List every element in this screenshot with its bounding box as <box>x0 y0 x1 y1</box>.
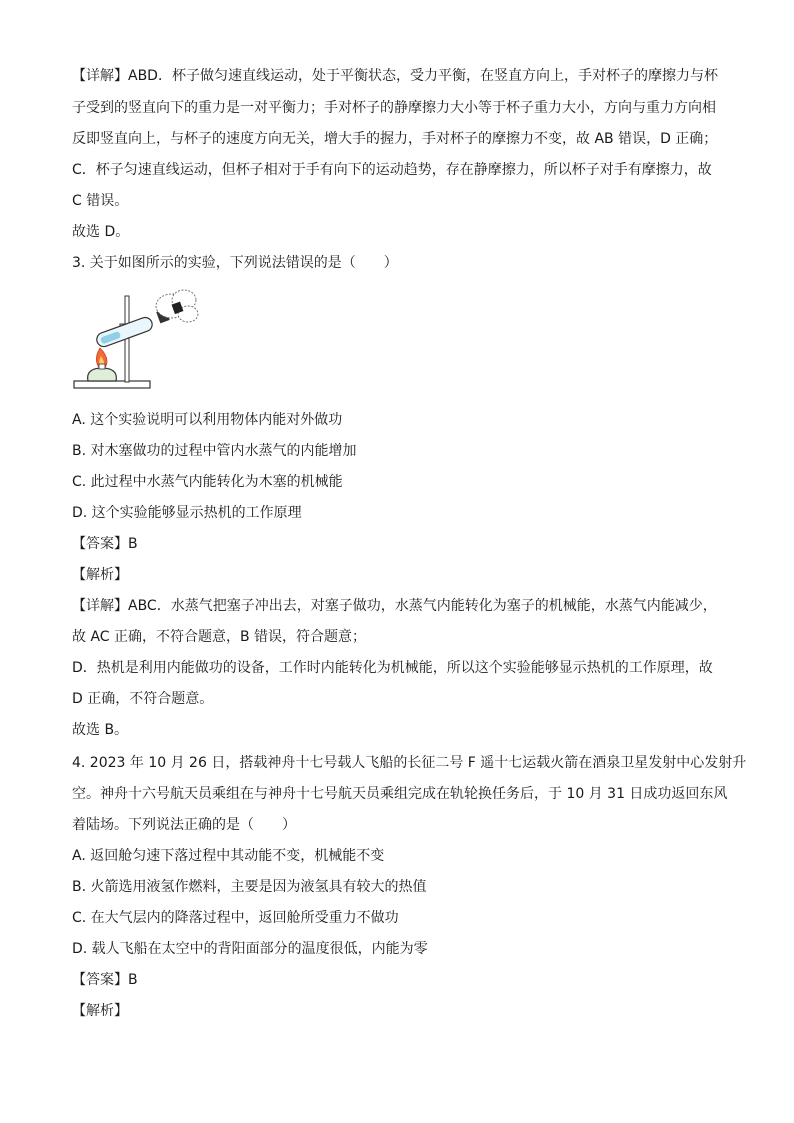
q4-stem-line-2: 空。神舟十六号航天员乘组在与神舟十七号航天员乘组完成在轨轮换任务后，于 10 月 31 日成功返回东风 <box>72 786 728 802</box>
q2-explain-line-3: 反即竖直向上，与杯子的速度方向无关，增大手的握力，手对杯子的摩擦力不变，故 AB 错误，D 正确； <box>72 131 718 147</box>
q2-explain-line-2: 子受到的竖直向下的重力是一对平衡力；手对杯子的静摩擦力大小等于杯子重力大小，方向与重力方向相 <box>72 100 716 116</box>
q3-explain-line-3: D．热机是利用内能做功的设备，工作时内能转化为机械能，所以这个实验能够显示热机的工作原理，故 <box>72 660 713 676</box>
q3-option-b: B. 对木塞做功的过程中管内水蒸气的内能增加 <box>72 443 357 459</box>
q3-explain-line-2: 故 AC 正确，不符合题意，B 错误，符合题意； <box>72 629 367 645</box>
q2-explain-line-4: C．杯子匀速直线运动，但杯子相对于手有向下的运动趋势，存在静摩擦力，所以杯子对手有摩擦力，故 <box>72 162 712 178</box>
alcohol-lamp-icon <box>88 368 117 381</box>
q4-stem-line-1: 4. 2023 年 10 月 26 日，搭载神舟十七号载人飞船的长征二号 F 遥十七运载火箭在酒泉卫星发射中心发射升 <box>72 755 747 771</box>
q2-choose: 故选 D。 <box>72 224 130 240</box>
q4-stem-line-3: 着陆场。下列说法正确的是（ ） <box>72 817 296 833</box>
q2-explain-line-1: 【详解】ABD．杯子做匀速直线运动，处于平衡状态，受力平衡，在竖直方向上，手对杯子的摩擦力与杯 <box>72 68 718 84</box>
q3-answer: 【答案】B <box>72 536 138 552</box>
q4-option-d: D. 载人飞船在太空中的背阳面部分的温度很低，内能为零 <box>72 941 428 957</box>
q3-analysis-heading: 【解析】 <box>72 567 128 583</box>
q4-option-c: C. 在大气层内的降落过程中，返回舱所受重力不做功 <box>72 910 399 926</box>
q4-analysis-heading: 【解析】 <box>72 1003 128 1019</box>
q4-option-b: B. 火箭选用液氢作燃料，主要是因为液氢具有较大的热值 <box>72 879 427 895</box>
q3-option-c: C. 此过程中水蒸气内能转化为木塞的机械能 <box>72 474 343 490</box>
q3-explain-line-1: 【详解】ABC．水蒸气把塞子冲出去，对塞子做功，水蒸气内能转化为塞子的机械能，水蒸气内能减少， <box>72 598 717 614</box>
q3-stem: 3. 关于如图所示的实验，下列说法错误的是（ ） <box>72 255 398 271</box>
q2-explain-line-5: C 错误。 <box>72 193 129 209</box>
q4-option-a: A. 返回舱匀速下落过程中其动能不变，机械能不变 <box>72 848 385 864</box>
steam-cork-experiment-figure <box>70 286 202 398</box>
q4-answer: 【答案】B <box>72 972 138 988</box>
q3-option-a: A. 这个实验说明可以利用物体内能对外做功 <box>72 412 343 428</box>
q3-option-d: D. 这个实验能够显示热机的工作原理 <box>72 505 302 521</box>
q3-choose: 故选 B。 <box>72 722 129 738</box>
q3-explain-line-4: D 正确，不符合题意。 <box>72 691 214 707</box>
